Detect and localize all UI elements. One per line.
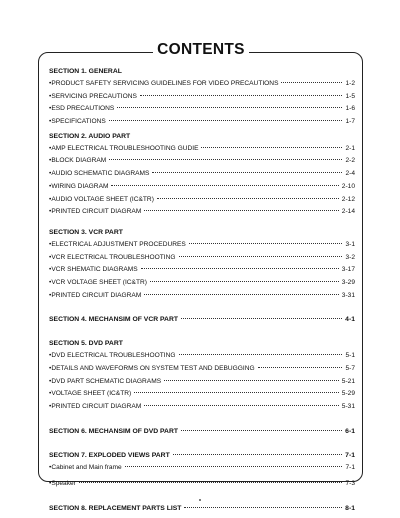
leader-dots (258, 367, 343, 368)
toc-entry[interactable]: • WIRING DIAGRAM 2-10 (49, 183, 355, 196)
page-number: 2-14 (341, 208, 355, 216)
page-number: 6-1 (345, 427, 355, 435)
leader-dots (201, 147, 342, 148)
page-number: 2-1 (345, 144, 355, 152)
toc-entry[interactable]: • SPECIFICATIONS 1-7 (49, 118, 355, 131)
section-heading: SECTION 1. GENERAL (49, 68, 122, 75)
leader-dots (79, 482, 343, 483)
leader-dots (111, 185, 338, 186)
page-number: 5-29 (341, 390, 355, 398)
toc-entry[interactable]: • VCR SHEMATIC DIAGRAMS 3-17 (49, 266, 355, 279)
leader-dots (179, 354, 343, 355)
leader-dots (179, 256, 343, 257)
page-number: 1-5 (345, 92, 355, 100)
toc-entry[interactable]: • BLOCK DIAGRAM 2-2 (49, 157, 355, 170)
page-number: 3-17 (341, 266, 355, 274)
toc-entry[interactable]: • AMP ELECTRICAL TROUBLESHOOTING GUDIE 2-1 (49, 145, 355, 158)
page-number: 5-7 (345, 365, 355, 372)
leader-dots (109, 120, 343, 121)
toc-entry[interactable]: • PRINTED CIRCUIT DIAGRAM 3-31 (49, 292, 355, 305)
page-title: CONTENTS (153, 39, 249, 61)
section-1 (49, 68, 355, 131)
toc-entry[interactable]: • DETAILS AND WAVEFORMS ON SYSTEM TEST AND DEBUGGING 5-7 (49, 365, 355, 378)
page-number: 2-4 (345, 170, 355, 178)
toc-entry[interactable]: • SERVICING PRECAUTIONS 1-5 (49, 93, 355, 106)
section-4 (49, 316, 355, 328)
section-8 (49, 505, 355, 517)
leader-dots (181, 318, 342, 319)
page-number: 1-7 (345, 118, 355, 126)
scan-speck (199, 499, 201, 501)
toc-entry[interactable]: • PRINTED CIRCUIT DIAGRAM 5-31 (49, 403, 355, 416)
page-number: 2-2 (345, 157, 355, 165)
toc-entry[interactable]: • VOLTAGE SHEET (IC&TR) 5-29 (49, 390, 355, 403)
page-number: 2-12 (341, 195, 355, 203)
page-number: 7-1 (345, 451, 355, 459)
section-5 (49, 340, 355, 415)
leader-dots (150, 281, 339, 282)
leader-dots (125, 466, 343, 467)
leader-dots (144, 405, 338, 406)
page-number: 3-29 (341, 278, 355, 286)
leader-dots (181, 430, 342, 431)
toc-entry[interactable]: • AUDIO VOLTAGE SHEET (IC&TR) 2-12 (49, 196, 355, 209)
section-6 (49, 428, 355, 440)
leader-dots (109, 159, 342, 160)
leader-dots (140, 95, 343, 96)
leader-dots (117, 107, 342, 108)
leader-dots (184, 507, 342, 508)
toc-entry[interactable]: • VCR ELECTRICAL TROUBLESHOOTING 3-2 (49, 254, 355, 267)
table-of-contents (49, 68, 355, 517)
section-heading: SECTION 2. AUDIO PART (49, 132, 131, 140)
page-number: 7-3 (345, 480, 355, 488)
toc-entry[interactable]: • Speaker 7-3 (49, 480, 355, 493)
leader-dots (173, 454, 342, 455)
toc-entry[interactable]: • PRINTED CIRCUIT DIAGRAM 2-14 (49, 208, 355, 221)
leader-dots (144, 210, 338, 211)
page-number: 5-1 (345, 352, 355, 360)
toc-entry[interactable]: • VCR VOLTAGE SHEET (IC&TR) 3-29 (49, 279, 355, 292)
leader-dots (157, 198, 339, 199)
page-number: 3-1 (345, 240, 355, 248)
section-3 (49, 229, 355, 304)
section-heading: SECTION 3. VCR PART (49, 228, 123, 236)
page-number: 1-2 (345, 80, 355, 87)
page-number: 3-2 (345, 253, 355, 261)
page-number: 5-21 (341, 377, 355, 385)
leader-dots (164, 380, 339, 381)
page-number: 4-1 (345, 316, 355, 324)
leader-dots (141, 268, 339, 269)
toc-entry[interactable]: • DVD ELECTRICAL TROUBLESHOOTING 5-1 (49, 352, 355, 365)
page-number: 3-31 (341, 291, 355, 299)
toc-entry[interactable]: • DVD PART SCHEMATIC DIAGRAMS 5-21 (49, 378, 355, 391)
toc-entry[interactable]: SECTION 7. EXPLODED VIEWS PART 7-1 (49, 451, 355, 459)
leader-dots (144, 294, 338, 295)
toc-entry[interactable]: SECTION 4. MECHANSIM OF VCR PART 4-1 (49, 316, 355, 324)
page-number: 7-1 (345, 463, 355, 471)
section-heading: SECTION 5. DVD PART (49, 340, 123, 348)
section-2 (49, 133, 355, 221)
toc-entry[interactable]: • ESD PRECAUTIONS 1-6 (49, 105, 355, 118)
leader-dots (189, 243, 343, 244)
toc-entry[interactable]: SECTION 8. REPLACEMENT PARTS LIST 8-1 (49, 505, 355, 513)
toc-entry[interactable]: SECTION 6. MECHANSIM OF DVD PART 6-1 (49, 427, 355, 435)
page-number: 2-10 (341, 182, 355, 190)
toc-entry[interactable]: • AUDIO SCHEMATIC DIAGRAMS 2-4 (49, 170, 355, 183)
leader-dots (134, 392, 339, 393)
page-number: 1-6 (345, 105, 355, 113)
page-number: 5-31 (341, 403, 355, 411)
toc-entry[interactable]: • PRODUCT SAFETY SERVICING GUIDELINES FOR VIDEO PRECAUTIONS 1-2 (49, 80, 355, 93)
leader-dots (152, 172, 342, 173)
toc-entry[interactable]: • ELECTRICAL ADJUSTMENT PROCEDURES 3-1 (49, 241, 355, 254)
page-number: 8-1 (345, 505, 355, 513)
leader-dots (281, 82, 342, 83)
toc-entry[interactable]: • Cabinet and Main frame 7-1 (49, 464, 355, 477)
section-7 (49, 452, 355, 493)
